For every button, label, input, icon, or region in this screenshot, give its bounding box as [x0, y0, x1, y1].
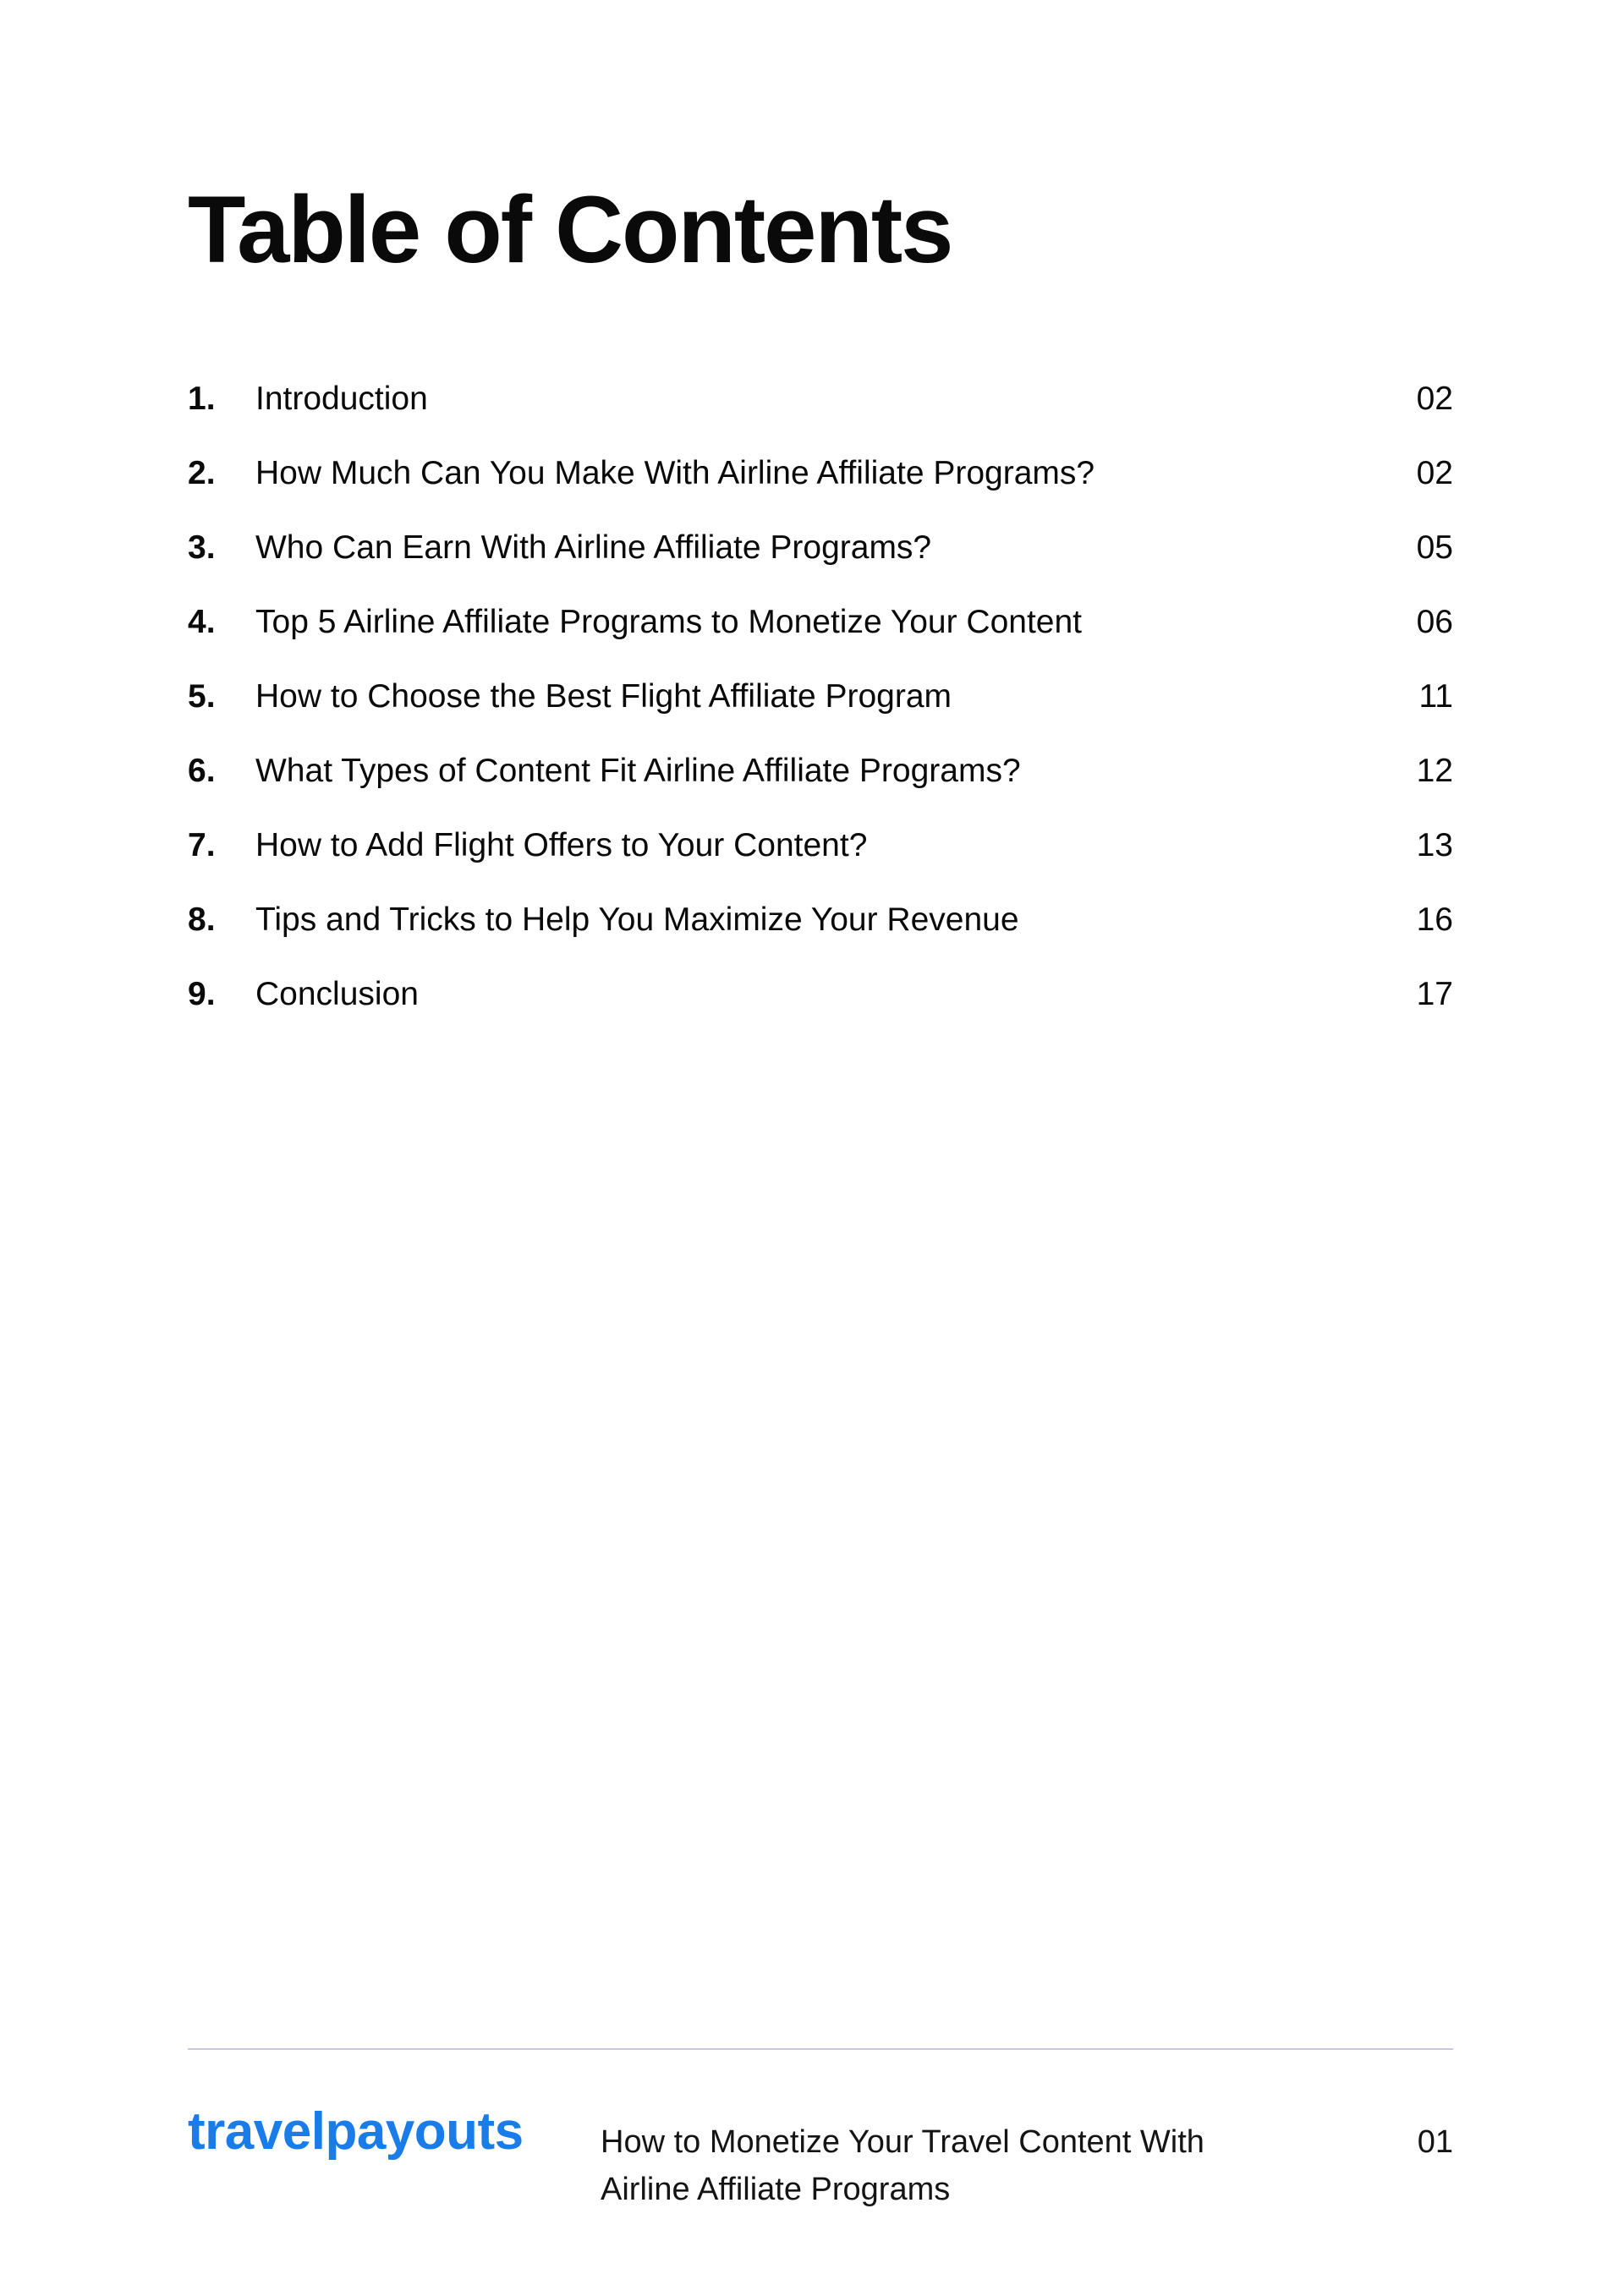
toc-entry-number: 2.	[188, 455, 216, 491]
toc-entry-label: Conclusion	[255, 976, 419, 1012]
footer-divider	[188, 2048, 1453, 2050]
toc-entry-how-much-can-you-make[interactable]	[188, 436, 1453, 511]
toc-entry-number: 6.	[188, 753, 216, 789]
toc-entry-introduction[interactable]	[188, 362, 1453, 436]
toc-entry-number: 5.	[188, 678, 216, 715]
toc-entry-page: 13	[1416, 827, 1453, 863]
footer-document-title	[601, 2118, 1294, 2213]
toc-entry-label: How to Choose the Best Flight Affiliate Program	[255, 678, 952, 715]
toc-entry-conclusion[interactable]	[188, 957, 1453, 1032]
toc-entry-how-to-choose[interactable]	[188, 660, 1453, 734]
table-of-contents	[188, 362, 1453, 1032]
toc-entry-label: Who Can Earn With Airline Affiliate Programs?	[255, 529, 932, 566]
toc-entry-page: 06	[1416, 604, 1453, 640]
toc-entry-label: Tips and Tricks to Help You Maximize Your Revenue	[255, 901, 1019, 938]
toc-entry-label: How to Add Flight Offers to Your Content?	[255, 827, 868, 863]
toc-entry-who-can-earn[interactable]	[188, 511, 1453, 585]
toc-entry-number: 3.	[188, 529, 216, 566]
toc-entry-page: 17	[1416, 976, 1453, 1012]
toc-entry-page: 11	[1418, 678, 1453, 715]
toc-entry-label: Introduction	[255, 381, 428, 417]
footer-page-number: 01	[1417, 2124, 1453, 2160]
toc-entry-label: Top 5 Airline Affiliate Programs to Monetize Your Content	[255, 604, 1083, 640]
toc-entry-content-types[interactable]	[188, 734, 1453, 808]
toc-entry-top-5-programs[interactable]	[188, 585, 1453, 660]
footer-document-title-line: Airline Affiliate Programs	[601, 2172, 951, 2207]
toc-entry-tips-and-tricks[interactable]	[188, 883, 1453, 957]
toc-entry-number: 1.	[188, 381, 216, 417]
toc-entry-page: 02	[1416, 381, 1453, 417]
toc-entry-page: 12	[1416, 753, 1453, 789]
toc-entry-number: 4.	[188, 604, 216, 640]
page-title: Table of Contents	[188, 177, 952, 282]
toc-entry-label: How Much Can You Make With Airline Affiliate Programs?	[255, 455, 1095, 491]
toc-entry-number: 8.	[188, 901, 216, 938]
footer-document-title-line: How to Monetize Your Travel Content With	[601, 2124, 1204, 2160]
toc-entry-page: 16	[1416, 901, 1453, 938]
toc-entry-label: What Types of Content Fit Airline Affiliate Programs?	[255, 753, 1021, 789]
travelpayouts-logo: travelpayouts	[188, 2102, 524, 2161]
toc-entry-page: 05	[1416, 529, 1453, 566]
toc-entry-add-flight-offers[interactable]	[188, 808, 1453, 883]
toc-entry-page: 02	[1416, 455, 1453, 491]
toc-entry-number: 7.	[188, 827, 216, 863]
toc-entry-number: 9.	[188, 976, 216, 1012]
